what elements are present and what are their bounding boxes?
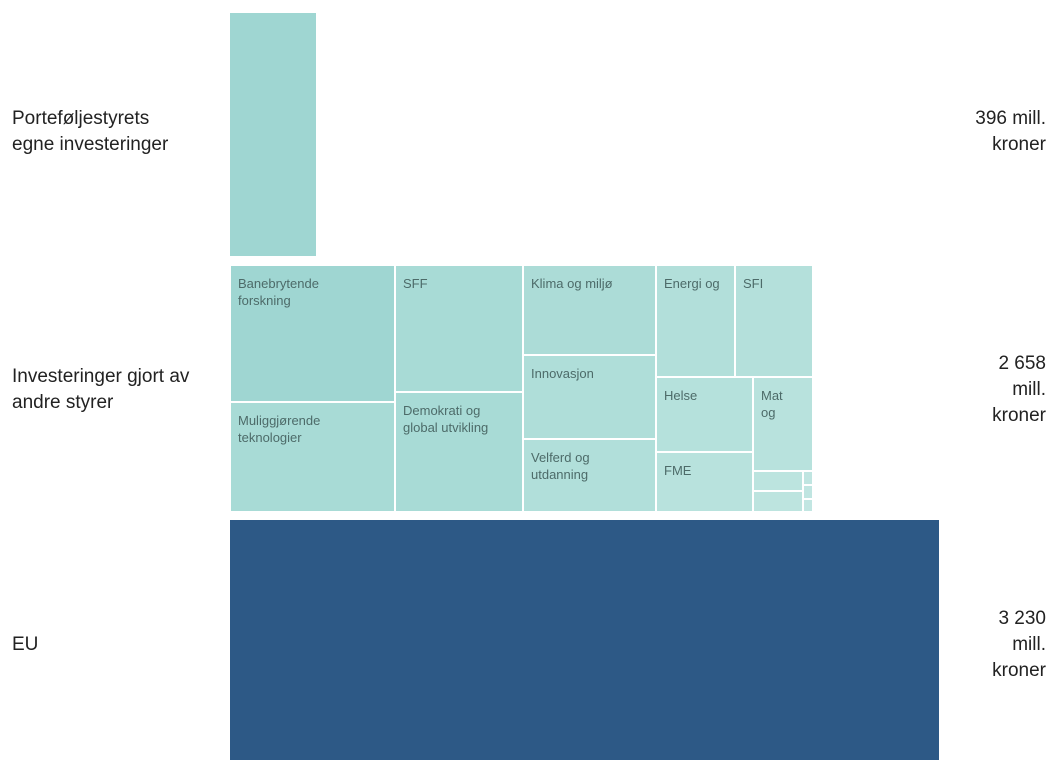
- row-label-others: Investeringer gjort av andre styrer: [12, 366, 190, 413]
- row-total-others: 2 658 mill. kroner: [992, 353, 1046, 426]
- tile-label: Banebrytende forskning: [238, 276, 319, 308]
- tile-sff: [395, 265, 523, 392]
- tile-label: Demokrati og global utvikling: [403, 403, 489, 435]
- tile-label: Helse: [664, 388, 698, 403]
- tile-energi-og: [656, 265, 735, 377]
- tile-label: Innovasjon: [531, 366, 594, 381]
- row-total-eu: 3 230 mill. kroner: [992, 608, 1046, 681]
- tile-label: Mat og: [761, 388, 783, 420]
- tile-label: Klima og miljø: [531, 276, 613, 291]
- tile-klima-og-miljo: [523, 265, 656, 355]
- tile-small-1: [753, 471, 803, 491]
- tile-helse: [656, 377, 753, 452]
- tile-demokrati-global-utvikling: [395, 392, 523, 512]
- tile-muliggjorende-teknologier: [230, 402, 395, 512]
- tile-label: Velferd og utdanning: [531, 450, 590, 482]
- tile-label: Muliggjørende teknologier: [238, 413, 321, 445]
- tile-small-2: [753, 491, 803, 512]
- tile-label: SFF: [403, 276, 428, 291]
- tile-sfi: [735, 265, 813, 377]
- tile-label: Energi og: [664, 276, 720, 291]
- tile-label: FME: [664, 463, 692, 478]
- tile-small-4: [803, 485, 813, 499]
- tile-mat-og: [753, 377, 813, 471]
- tile-small-5: [803, 499, 813, 512]
- row-label-eu: EU: [12, 634, 39, 655]
- tile-label: SFI: [743, 276, 764, 291]
- tile-fme: [656, 452, 753, 512]
- row-total-own: 396 mill. kroner: [975, 108, 1046, 155]
- tile-banebrytende-forskning: [230, 265, 395, 402]
- tile-velferd-og-utdanning: [523, 439, 656, 512]
- row-label-own: Porteføljestyrets egne investeringer: [12, 108, 169, 155]
- tile-innovasjon: [523, 355, 656, 439]
- bar-eu: [230, 520, 939, 760]
- tile-small-3: [803, 471, 813, 485]
- bar-own-investments: [230, 13, 316, 256]
